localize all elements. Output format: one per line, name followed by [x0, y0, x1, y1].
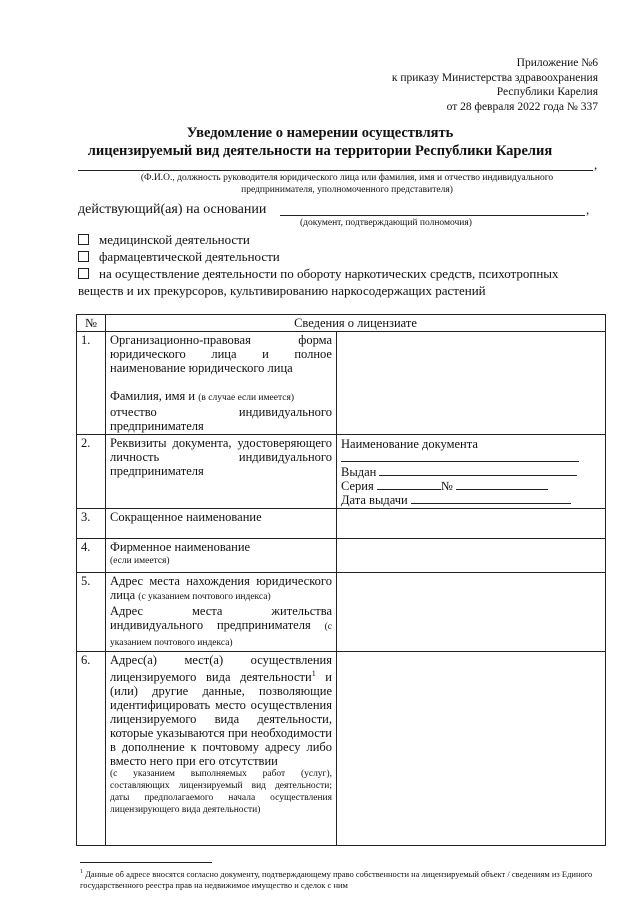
table-row: 3. Сокращенное наименование	[77, 509, 606, 539]
table-row: 2. Реквизиты документа, удостоверяющего личность индивидуального предпринимателя Наименование документа Выдан Серия № Дата выдачи	[77, 435, 606, 509]
value-cell[interactable]	[337, 539, 606, 573]
value-cell[interactable]	[337, 509, 606, 539]
basis-document-line[interactable]	[280, 204, 585, 216]
footnote: $^1$ Данные об адресе вносятся согласно документу, подтверждающему право собственности на лицензируемый объект / сведениям из Единого государственного реестра прав на недвижимое имущество и сделок с ним	[80, 868, 593, 890]
doc-hint: (документ, подтверждающий полномочия)	[300, 218, 472, 228]
option-narcotics-cont: веществ и их прекурсоров, культивированию наркосодержащих растений	[78, 283, 486, 298]
footnote-divider	[80, 862, 212, 863]
id-document-cell[interactable]: Наименование документа Выдан Серия № Дата выдачи	[337, 435, 606, 509]
col-num-header: №	[77, 315, 106, 332]
title-line-1: Уведомление о намерении осуществлять	[186, 125, 454, 141]
number-line[interactable]	[456, 479, 548, 490]
table-row: 5. Адрес места нахождения юридического лица (с указанием почтового индекса) Адрес места жительства индивидуального предпринимателя (с указанием почтового индекса)	[77, 573, 606, 652]
col-info-header: Сведения о лицензиате	[106, 315, 606, 332]
value-cell[interactable]	[337, 332, 606, 435]
value-cell[interactable]	[337, 573, 606, 652]
fio-hint: (Ф.И.О., должность руководителя юридического лица или фамилия, имя и отчество индивидуального предпринимателя, уполномоченного представителя)	[140, 173, 554, 195]
date-line[interactable]	[411, 493, 571, 504]
table-header	[77, 315, 606, 332]
value-cell[interactable]	[337, 652, 606, 846]
issued-line[interactable]	[379, 465, 577, 476]
table-row: 6. Адрес(а) мест(а) осуществления лицензируемого вида деятельности$^1$ и (или) другие данные, позволяющие идентифицировать место осуществления лицензируемого вида деятельности, которые указываются при необходимости в дополнение к почтовому адресу либо вместо него при его отсутствии (с указанием выполняемых работ (услуг), составляющих лицензируемый вид деятельности; даты предполагаемого начала осуществления лицензирующего вида деятельности)	[77, 652, 606, 846]
option-medical[interactable]: медицинской деятельности	[78, 232, 250, 248]
option-pharmacy[interactable]: фармацевтической деятельности	[78, 249, 280, 265]
title-line-2: лицензируемый вид деятельности на территории Республики Карелия	[87, 143, 553, 159]
appendix-line: от 28 февраля 2022 года № 337	[446, 100, 598, 113]
table-row: 4. Фирменное наименование (если имеется)	[77, 539, 606, 573]
checkbox-icon[interactable]	[78, 268, 89, 279]
document-title	[0, 124, 640, 160]
checkbox-icon[interactable]	[78, 251, 89, 262]
licensee-table	[76, 314, 606, 846]
option-narcotics[interactable]: на осуществление деятельности по обороту наркотических средств, психотропных	[78, 266, 559, 282]
appendix-line: Приложение №6	[516, 57, 598, 69]
doc-name-line[interactable]	[341, 453, 579, 462]
table-row: 1. Организационно-правовая форма юридического лица и полное наименование юридического лица Фамилия, имя и (в случае если имеется) отчество индивидуального предпринимателя	[77, 332, 606, 435]
appendix-line: Республики Карелия	[496, 86, 598, 98]
series-line[interactable]	[377, 479, 441, 490]
acting-label: действующий(ая) на основании	[78, 202, 267, 217]
checkbox-icon[interactable]	[78, 234, 89, 245]
fio-input-line[interactable]	[78, 160, 593, 171]
appendix-line: к приказу Министерства здравоохранения	[391, 71, 598, 84]
appendix-block	[392, 56, 598, 114]
